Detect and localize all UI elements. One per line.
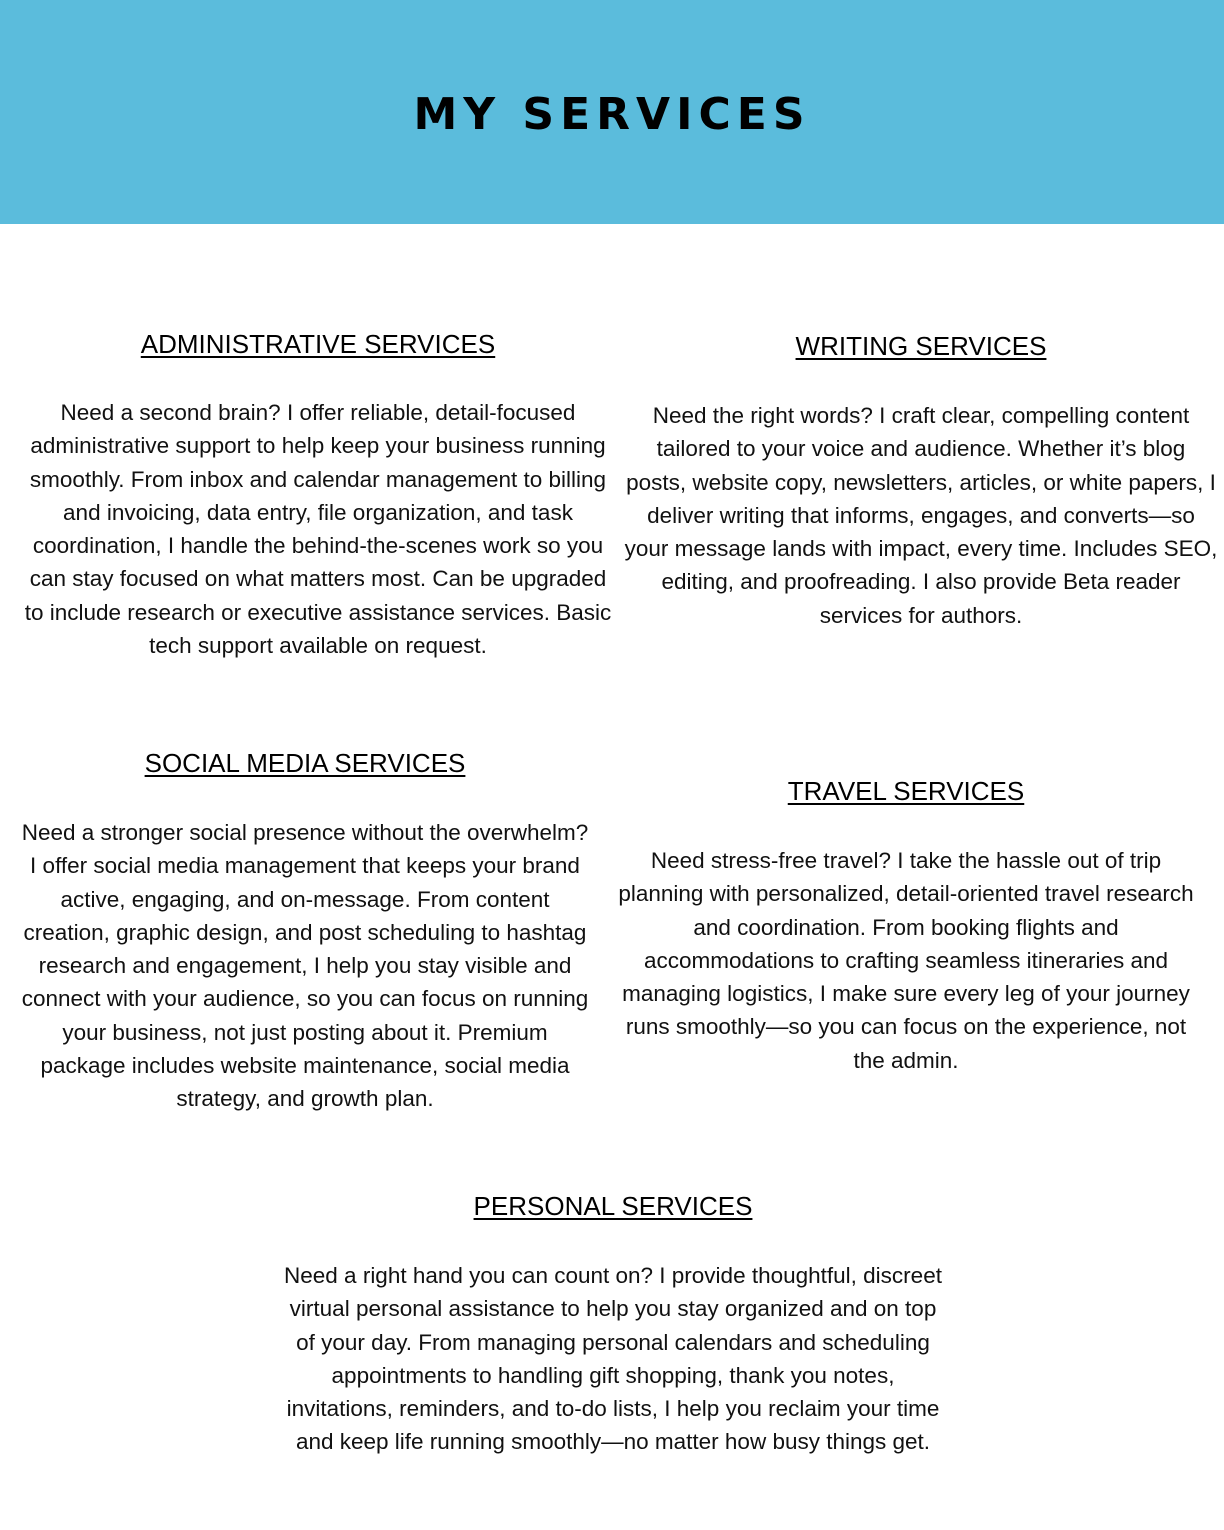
writing-services-section bbox=[624, 330, 1218, 632]
social-media-services-description: Need a stronger social presence without the overwhelm? I offer social media management that keeps your brand active, engaging, and on-message. From content creation, graphic design, and post scheduling to hashtag research and engagement, I help you stay visible and connect with your audience, so you can focus on running your business, not just posting about it. Premium package includes website maintenance, social media strategy, and growth plan. bbox=[21, 820, 589, 1112]
header-banner bbox=[0, 0, 1224, 224]
writing-services-description: Need the right words? I craft clear, compelling content tailored to your voice and audience. Whether it’s blog posts, website copy, newsletters, articles, or white papers, I deliver writing that informs, engages, and converts—so your message lands with impact, every time. Includes SEO, editing, and proofreading. I also provide Beta reader services for authors. bbox=[624, 403, 1218, 628]
page-title: MY SERVICES bbox=[413, 89, 811, 140]
travel-services-description: Need stress-free travel? I take the hassle out of trip planning with personalized, detail-oriented travel research and coordination. From booking flights and accommodations to crafting seamless itineraries and managing logistics, I make sure every leg of your journey runs smoothly—so you can focus on the experience, not the admin. bbox=[618, 848, 1194, 1073]
administrative-services-description: Need a second brain? I offer reliable, detail-focused administrative support to help keep your business running smoothly. From inbox and calendar management to billing and invoicing, data entry, file organization, and task coordination, I handle the behind-the-scenes work so you can stay focused on what matters most. Can be upgraded to include research or executive assistance services. Basic tech support available on request. bbox=[24, 400, 612, 659]
personal-services-heading: PERSONAL SERVICES bbox=[473, 1191, 753, 1221]
writing-services-heading: WRITING SERVICES bbox=[795, 331, 1047, 361]
administrative-services-heading: ADMINISTRATIVE SERVICES bbox=[140, 329, 496, 359]
social-media-services-heading: SOCIAL MEDIA SERVICES bbox=[144, 748, 466, 778]
travel-services-heading: TRAVEL SERVICES bbox=[787, 776, 1025, 806]
social-media-services-section bbox=[18, 747, 592, 1116]
administrative-services-section bbox=[18, 328, 618, 662]
personal-services-section bbox=[278, 1190, 948, 1459]
personal-services-description: Need a right hand you can count on? I provide thoughtful, discreet virtual personal assistance to help you stay organized and on top of your day. From managing personal calendars and scheduling appointments to handling gift shopping, thank you notes, invitations, reminders, and to-do lists, I help you reclaim your time and keep life running smoothly—no matter how busy things get. bbox=[284, 1263, 942, 1455]
travel-services-section bbox=[612, 775, 1200, 1077]
